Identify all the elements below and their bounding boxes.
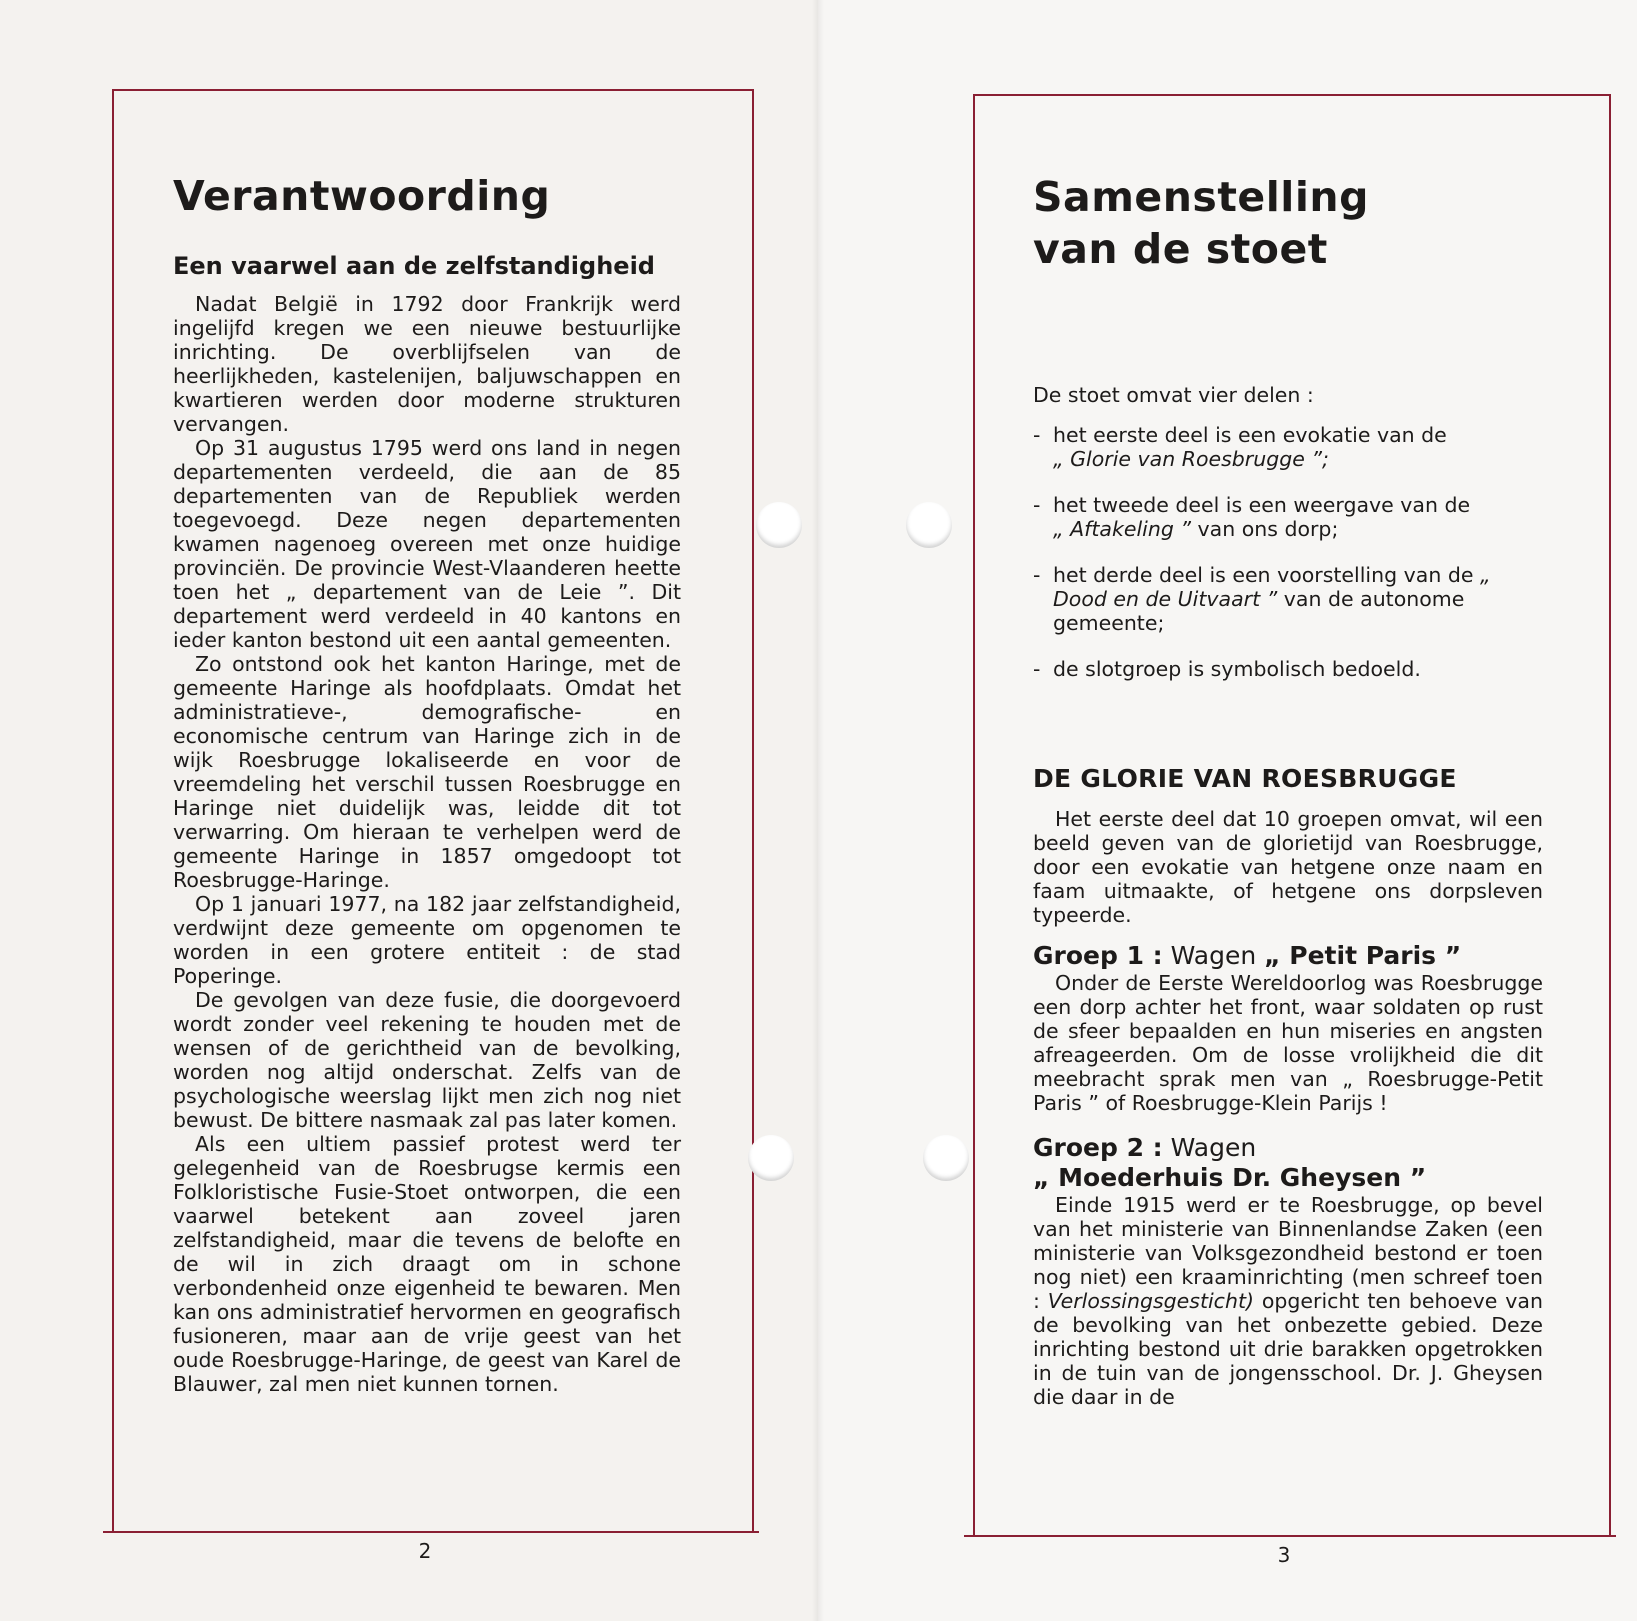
paragraph: Als een ultiem passief protest werd ter gelegenheid van de Roesbrugse kermis een Folkloristische Fusie-Stoet ontworpen, die een vaarwel betekent aan zoveel jaren zelfstandigheid, maar die tevens de belofte en de wil in zich draagt om in schone verbondenheid onze eigenheid te bewaren. Men kan ons administratief hervormen en geografisch fusioneren, maar aan de vrije geest van het oude Roesbrugge-Haringe, de geest van Karel de Blauwer, zal men niet kunnen tornen. <box>173 1132 681 1396</box>
glorie-section <box>1033 764 1543 1409</box>
left-page-content <box>173 170 681 1396</box>
punch-hole <box>923 1135 969 1181</box>
paragraph: De gevolgen van deze fusie, die doorgevoerd wordt zonder veel rekening te houden met de wensen of de gerichtheid van de bevolking, worden nog altijd onderschat. Zelfs van de psychologische weerslag lijkt men zich nog niet bewust. De bittere nasmaak zal pas later komen. <box>173 988 681 1132</box>
list-text: het derde deel is een voorstelling van de <box>1053 563 1480 587</box>
punch-hole <box>756 502 802 548</box>
right-page-title-line1: Samenstelling <box>1033 173 1369 221</box>
group-label: Groep 1 : <box>1033 941 1163 970</box>
list-dash: - <box>1033 563 1041 587</box>
group-label: Groep 2 : <box>1033 1133 1163 1162</box>
right-page-title-block <box>1033 171 1543 275</box>
list-text-continued: van de autonome gemeente; <box>1053 587 1465 635</box>
paragraph: Nadat België in 1792 door Frankrijk werd ingelijfd kregen we een nieuwe bestuurlijke inrichting. De overblijfselen van de heerlijkheden, kastelenijen, baljuwschappen en kwartieren werden door moderne strukturen vervangen. <box>173 292 681 436</box>
list-dash: - <box>1033 493 1041 517</box>
section-heading: DE GLORIE VAN ROESBRUGGE <box>1033 764 1457 793</box>
group-name: „ Moederhuis Dr. Gheysen ” <box>1033 1163 1427 1192</box>
list-item <box>1033 423 1543 471</box>
list-text: de slotgroep is symbolisch bedoeld. <box>1053 657 1421 681</box>
list-item <box>1033 657 1543 681</box>
intro-text: De stoet omvat vier delen : <box>1033 383 1314 407</box>
punch-hole <box>906 502 952 548</box>
left-page-subtitle: Een vaarwel aan de zelfstandigheid <box>173 252 655 280</box>
group-2-text <box>1033 1193 1543 1409</box>
left-page-title: Verantwoording <box>173 172 551 220</box>
paragraph: Op 31 augustus 1795 werd ons land in negen departementen verdeeld, die aan de 85 departementen van de Republiek werden toegevoegd. Deze negen departementen kwamen nagenoeg overeen met onze huidige provinciën. De provincie West-Vlaanderen heette toen het „ departement van de Leie ”. Dit departement werd verdeeld in 40 kantons en ieder kanton bestond uit een aantal gemeenten. <box>173 436 681 652</box>
group-2-text-b: opgericht ten behoeve van de bevolking van het onbezette gebied. Deze inrichting bestond uit drie barakken opgetrokken in de tuin van de jongensschool. Dr. J. Gheysen die daar in de <box>1033 1289 1543 1409</box>
right-page-title-line2: van de stoet <box>1033 225 1328 273</box>
list-italic-text: „ Dood en de Uitvaart ” <box>1053 563 1491 611</box>
paragraph: Zo ontstond ook het kanton Haringe, met de gemeente Haringe als hoofdplaats. Omdat het administratieve-, demografische- en economische centrum van Haringe zich in de wijk Roesbrugge lokaliseerde en voor de vreemdeling het verschil tussen Roesbrugge en Haringe niet duidelijk was, leidde dit tot verwarring. Om hieraan te verhelpen werd de gemeente Haringe in 1857 omgedoopt tot Roesbrugge-Haringe. <box>173 652 681 892</box>
page-fold <box>812 0 824 1621</box>
right-bottom-rule <box>964 1535 1616 1537</box>
list-italic-text: „ Glorie van Roesbrugge ”; <box>1053 447 1329 471</box>
group-1-text: Onder de Eerste Wereldoorlog was Roesbrugge een dorp achter het front, waar soldaten op rust de sfeer bepaalden en hun miseries en angsten afreageerden. Om de losse vrolijkheid die dit meebracht sprak men van „ Roesbrugge-Petit Paris ” of Roesbrugge-Klein Parijs ! <box>1033 971 1543 1115</box>
paragraph: Op 1 januari 1977, na 182 jaar zelfstandigheid, verdwijnt deze gemeente om opgenomen te worden in een grotere entiteit : de stad Poperinge. <box>173 892 681 988</box>
group-wagen: Wagen <box>1170 1133 1257 1162</box>
punch-hole <box>748 1135 794 1181</box>
list-italic-text: „ Aftakeling ” <box>1053 517 1191 541</box>
section-text: Het eerste deel dat 10 groepen omvat, wil een beeld geven van de glorietijd van Roesbrugge, door een evokatie van hetgene onze naam en faam uitmaakte, of hetgene ons dorpsleven typeerde. <box>1033 807 1543 927</box>
list-dash: - <box>1033 423 1041 447</box>
group-2-text-a: Einde 1915 werd er te Roesbrugge, op bevel van het ministerie van Binnenlandse Zaken (een ministerie van Volksgezondheid bestond er toen nog niet) een kraaminrichting (men schreef toen : <box>1033 1193 1543 1313</box>
page-number: 2 <box>418 1539 432 1563</box>
list-item <box>1033 563 1543 635</box>
list-item <box>1033 493 1543 541</box>
parade-overview <box>1033 383 1543 681</box>
group-1-heading <box>1033 941 1543 971</box>
group-2-text-italic: Verlossingsgesticht) <box>1047 1289 1254 1313</box>
group-name: „ Petit Paris ” <box>1264 941 1462 970</box>
page-number: 3 <box>1277 1543 1291 1567</box>
list-text-continued: van ons dorp; <box>1191 517 1339 541</box>
list-text: het tweede deel is een weergave van de <box>1053 493 1471 517</box>
group-wagen: Wagen <box>1170 941 1257 970</box>
list-text: het eerste deel is een evokatie van de <box>1053 423 1447 447</box>
group-2-heading <box>1033 1133 1543 1193</box>
list-dash: - <box>1033 657 1041 681</box>
left-bottom-rule <box>103 1531 759 1533</box>
